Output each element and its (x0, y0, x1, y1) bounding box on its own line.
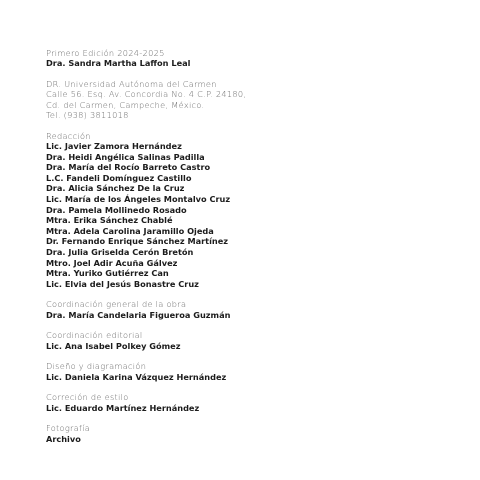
rights-line: Cd. del Carmen, Campeche, México. (46, 99, 205, 110)
coordinacion-editorial-block (46, 330, 466, 351)
redaccion-name: Lic. María de los Ángeles Montalvo Cruz (46, 194, 231, 204)
diseno-label: Diseño y diagramación (46, 361, 147, 372)
coordinacion-editorial-name: Lic. Ana Isabel Polkey Gómez (46, 340, 181, 351)
edition-label: Primero Edición 2024-2025 (46, 48, 165, 58)
redaccion-label: Redacción (46, 130, 91, 141)
rights-line: DR. Universidad Autónoma del Carmen (46, 79, 217, 89)
redaccion-name: Dra. Heidi Angélica Salinas Padilla (46, 151, 205, 162)
redaccion-name: Lic. Javier Zamora Hernández (46, 141, 182, 152)
coordinacion-general-block (46, 299, 466, 320)
fotografia-block (46, 423, 466, 444)
redaccion-name: Dra. Julia Griselda Cerón Bretón (46, 246, 194, 257)
redaccion-name: Mtra. Adela Carolina Jaramillo Ojeda (46, 225, 214, 236)
correccion-label: Correción de estilo (46, 392, 129, 403)
redaccion-name: Mtra. Erika Sánchez Chablé (46, 215, 173, 226)
correccion-name: Lic. Eduardo Martínez Hernández (46, 402, 200, 413)
edition-block (46, 48, 466, 69)
redaccion-name: Lic. Elvia del Jesús Bonastre Cruz (46, 278, 199, 289)
redaccion-name: Dra. Alicia Sánchez De la Cruz (46, 183, 185, 194)
credits-content (46, 48, 466, 454)
redaccion-block (46, 131, 466, 290)
coordinacion-general-label: Coordinación general de la obra (46, 299, 187, 310)
redaccion-name: Dra. Pamela Mollinedo Rosado (46, 204, 187, 215)
redaccion-name: Mtra. Yuriko Gutiérrez Can (46, 268, 169, 279)
edition-author: Dra. Sandra Martha Laffon Leal (46, 58, 191, 69)
fotografia-name: Archivo (46, 433, 81, 444)
rights-line: Tel. (938) 3811018 (46, 110, 129, 121)
redaccion-name: Mtro. Joel Adir Acuña Gálvez (46, 257, 178, 268)
rights-line: Calle 56. Esq. Av. Concordia No. 4 C.P. 24180, (46, 89, 247, 100)
coordinacion-general-name: Dra. María Candelaria Figueroa Guzmán (46, 309, 231, 320)
redaccion-name: L.C. Fandeli Domínguez Castillo (46, 172, 192, 183)
coordinacion-editorial-label: Coordinación editorial (46, 330, 143, 341)
redaccion-name: Dra. María del Rocío Barreto Castro (46, 162, 211, 173)
diseno-block (46, 361, 466, 382)
correccion-block (46, 392, 466, 413)
redaccion-name: Dr. Fernando Enrique Sánchez Martínez (46, 236, 229, 247)
diseno-name: Lic. Daniela Karina Vázquez Hernández (46, 371, 227, 382)
fotografia-label: Fotografía (46, 423, 91, 434)
rights-block (46, 79, 466, 121)
